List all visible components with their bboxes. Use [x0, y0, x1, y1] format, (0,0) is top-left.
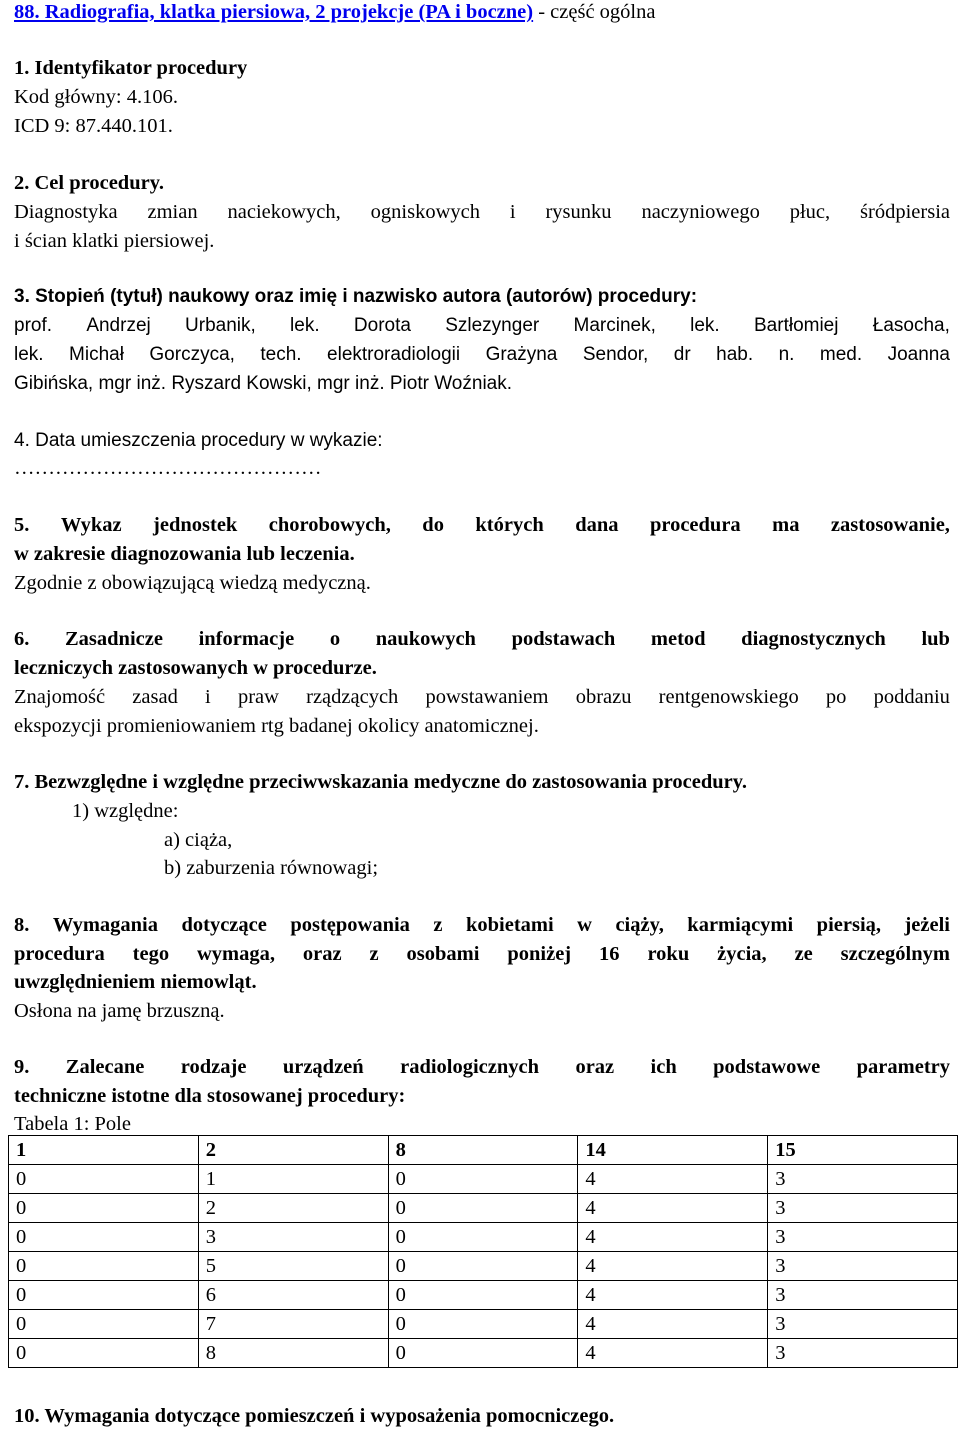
word: diagnostycznych	[741, 628, 886, 650]
word: zastosowanie,	[830, 514, 950, 536]
word: rentgenowskiego	[658, 686, 799, 708]
word: osobami	[406, 943, 480, 965]
word: postępowania	[290, 914, 410, 936]
word: Zasadnicze	[65, 628, 163, 650]
word: Diagnostyka	[14, 201, 118, 223]
section-6-text-line-2: ekspozycji promieniowaniem rtg badanej okolicy anatomicznej.	[14, 715, 539, 737]
word: naukowych	[375, 628, 476, 650]
word: ich	[650, 1056, 677, 1078]
word: metod	[650, 628, 706, 650]
word: 16	[599, 943, 620, 965]
word: obrazu	[575, 686, 632, 708]
section-8-heading-line-1	[14, 915, 950, 936]
table-cell: 3	[768, 1223, 958, 1252]
word: Joanna	[887, 344, 950, 365]
table-cell: 8	[198, 1339, 388, 1368]
word: lub	[921, 628, 950, 650]
word: powstawaniem	[425, 686, 549, 708]
table-row	[9, 1252, 958, 1281]
table-cell: 3	[768, 1194, 958, 1223]
section-9-heading-line-2: techniczne istotne dla stosowanej procedury:	[14, 1085, 406, 1107]
word: oraz	[302, 943, 342, 965]
word: naciekowych,	[227, 201, 341, 223]
word: i	[509, 201, 516, 223]
table-row	[9, 1310, 958, 1339]
word: radiologicznych	[400, 1056, 540, 1078]
word: w	[577, 914, 592, 936]
section-6-text-line-1	[14, 687, 950, 708]
table-header-cell: 1	[9, 1136, 199, 1165]
word: Łasocha,	[872, 315, 950, 336]
section-10-heading: 10. Wymagania dotyczące pomieszczeń i wyposażenia pomocniczego.	[14, 1405, 615, 1427]
authors-line-3: Gibińska, mgr inż. Ryszard Kowski, mgr inż. Piotr Woźniak.	[14, 373, 513, 394]
word: poniżej	[507, 943, 572, 965]
word: zasad	[132, 686, 178, 708]
word: procedura	[14, 943, 105, 965]
table-cell: 0	[388, 1310, 578, 1339]
table-cell: 0	[388, 1281, 578, 1310]
table-cell: 4	[578, 1165, 768, 1194]
table-cell: 4	[578, 1194, 768, 1223]
table-cell: 0	[9, 1165, 199, 1194]
table-header-cell: 2	[198, 1136, 388, 1165]
table-row	[9, 1339, 958, 1368]
authors-line-1	[14, 316, 950, 335]
word: tego	[132, 943, 170, 965]
table-row	[9, 1165, 958, 1194]
table-cell: 2	[198, 1194, 388, 1223]
table-row	[9, 1223, 958, 1252]
word: lek.	[690, 315, 720, 336]
word: procedura	[649, 514, 741, 536]
word: ciąży,	[615, 914, 664, 936]
table-cell: 4	[578, 1252, 768, 1281]
word: i	[205, 686, 211, 708]
section-2-heading: 2. Cel procedury.	[14, 172, 164, 194]
table-cell: 4	[578, 1223, 768, 1252]
table-cell: 4	[578, 1339, 768, 1368]
table-cell: 0	[9, 1194, 199, 1223]
field-table	[8, 1135, 958, 1368]
table-cell: 0	[9, 1339, 199, 1368]
word: ze	[794, 943, 813, 965]
word: chorobowych,	[268, 514, 391, 536]
table-cell: 0	[388, 1339, 578, 1368]
word: szczególnym	[840, 943, 950, 965]
word: jednostek	[153, 514, 238, 536]
table-cell: 0	[388, 1252, 578, 1281]
contraindication-item-a: a) ciąża,	[164, 829, 233, 851]
table-cell: 3	[198, 1223, 388, 1252]
word: urządzeń	[282, 1056, 364, 1078]
section-5-heading-line-1	[14, 515, 950, 536]
word: Andrzej	[86, 315, 151, 336]
table-cell: 7	[198, 1310, 388, 1339]
table-cell: 0	[388, 1165, 578, 1194]
title-suffix: - część ogólna	[538, 1, 656, 23]
table-body	[9, 1165, 958, 1368]
table-cell: 0	[9, 1310, 199, 1339]
section-2-text-line-2: i ścian klatki piersiowej.	[14, 230, 215, 252]
word: Zalecane	[65, 1056, 145, 1078]
section-1-heading: 1. Identyfikator procedury	[14, 57, 248, 79]
word: lek.	[14, 344, 44, 365]
table-cell: 4	[578, 1281, 768, 1310]
word: med.	[819, 344, 863, 365]
word: 8.	[14, 914, 30, 936]
document-title	[14, 2, 655, 23]
title-link[interactable]: 88. Radiografia, klatka piersiowa, 2 projekcje (PA i boczne)	[14, 1, 534, 23]
word: o	[329, 628, 341, 650]
table-caption: Tabela 1: Pole	[14, 1113, 131, 1135]
word: lek.	[290, 315, 320, 336]
word: informacje	[198, 628, 295, 650]
date-placeholder-dots: ………………………………………	[14, 457, 322, 479]
word: do	[422, 514, 444, 536]
word: Grażyna	[485, 344, 558, 365]
word: Marcinek,	[573, 315, 656, 336]
word: hab.	[716, 344, 754, 365]
table-cell: 3	[768, 1252, 958, 1281]
word: zmian	[147, 201, 198, 223]
table-row	[9, 1194, 958, 1223]
section-6-heading-line-1	[14, 629, 950, 650]
word: płuc,	[789, 201, 831, 223]
word: n.	[778, 344, 795, 365]
section-5-text: Zgodnie z obowiązującą wiedzą medyczną.	[14, 572, 371, 594]
word: Gorczyca,	[149, 344, 235, 365]
word: elektroradiologii	[327, 344, 461, 365]
icd-code: ICD 9: 87.440.101.	[14, 115, 173, 137]
table-cell: 3	[768, 1165, 958, 1194]
word: praw	[237, 686, 279, 708]
word: karmiącymi	[687, 914, 794, 936]
word: życia,	[717, 943, 767, 965]
word: Michał	[69, 344, 124, 365]
word: Znajomość	[14, 686, 106, 708]
section-6-heading-line-2: leczniczych zastosowanych w procedurze.	[14, 657, 377, 679]
word: naczyniowego	[641, 201, 760, 223]
table-cell: 3	[768, 1339, 958, 1368]
word: podstawowe	[713, 1056, 821, 1078]
table-header-cell: 8	[388, 1136, 578, 1165]
word: dr	[673, 344, 691, 365]
table-cell: 0	[388, 1194, 578, 1223]
table-header-row	[9, 1136, 958, 1165]
table-cell: 3	[768, 1310, 958, 1339]
section-5-heading-line-2: w zakresie diagnozowania lub leczenia.	[14, 543, 355, 565]
word: oraz	[575, 1056, 615, 1078]
word: dana	[575, 514, 619, 536]
word: ogniskowych	[370, 201, 480, 223]
section-9-heading-line-1	[14, 1057, 950, 1078]
word: z	[369, 943, 379, 965]
word: Bartłomiej	[754, 315, 839, 336]
section-4-heading: 4. Data umieszczenia procedury w wykazie:	[14, 430, 383, 451]
table-cell: 0	[9, 1223, 199, 1252]
word: Urbanik,	[185, 315, 256, 336]
word: Dorota	[353, 315, 411, 336]
word: 9.	[14, 1056, 30, 1078]
word: prof.	[14, 315, 53, 336]
section-8-heading-line-2	[14, 944, 950, 965]
word: kobietami	[465, 914, 554, 936]
word: wymaga,	[196, 943, 275, 965]
word: tech.	[260, 344, 302, 365]
word: dotyczące	[181, 914, 267, 936]
word: Wykaz	[60, 514, 122, 536]
section-3-heading: 3. Stopień (tytuł) naukowy oraz imię i nazwisko autora (autorów) procedury:	[14, 286, 698, 307]
main-code: Kod główny: 4.106.	[14, 86, 178, 108]
table-cell: 5	[198, 1252, 388, 1281]
table-cell: 0	[9, 1281, 199, 1310]
table-header-cell: 15	[768, 1136, 958, 1165]
word: Szlezynger	[445, 315, 540, 336]
table-cell: 6	[198, 1281, 388, 1310]
word: podstawach	[511, 628, 616, 650]
table-header-cell: 14	[578, 1136, 768, 1165]
word: po	[825, 686, 847, 708]
word: których	[475, 514, 544, 536]
word: rysunku	[545, 201, 612, 223]
table-row	[9, 1281, 958, 1310]
table-cell: 0	[9, 1252, 199, 1281]
section-8-heading-line-3: uwzględnieniem niemowląt.	[14, 971, 257, 993]
contraindication-item-1: 1) względne:	[72, 800, 179, 822]
table-cell: 0	[388, 1223, 578, 1252]
word: rządzących	[306, 686, 399, 708]
word: z	[433, 914, 443, 936]
word: rodzaje	[180, 1056, 247, 1078]
word: Wymagania	[52, 914, 159, 936]
section-8-text: Osłona na jamę brzuszną.	[14, 1000, 225, 1022]
authors-line-2	[14, 345, 950, 364]
word: ma	[772, 514, 800, 536]
word: 6.	[14, 628, 30, 650]
section-2-text-line-1	[14, 202, 950, 223]
word: jeżeli	[904, 914, 950, 936]
word: 5.	[14, 514, 30, 536]
contraindication-item-b: b) zaburzenia równowagi;	[164, 857, 379, 879]
word: Sendor,	[582, 344, 649, 365]
word: poddaniu	[873, 686, 950, 708]
word: śródpiersia	[860, 201, 950, 223]
table-cell: 3	[768, 1281, 958, 1310]
word: piersią,	[816, 914, 882, 936]
word: parametry	[856, 1056, 950, 1078]
table-cell: 1	[198, 1165, 388, 1194]
section-7-heading: 7. Bezwzględne i względne przeciwwskazania medyczne do zastosowania procedury.	[14, 771, 747, 793]
table-cell: 4	[578, 1310, 768, 1339]
word: roku	[647, 943, 690, 965]
